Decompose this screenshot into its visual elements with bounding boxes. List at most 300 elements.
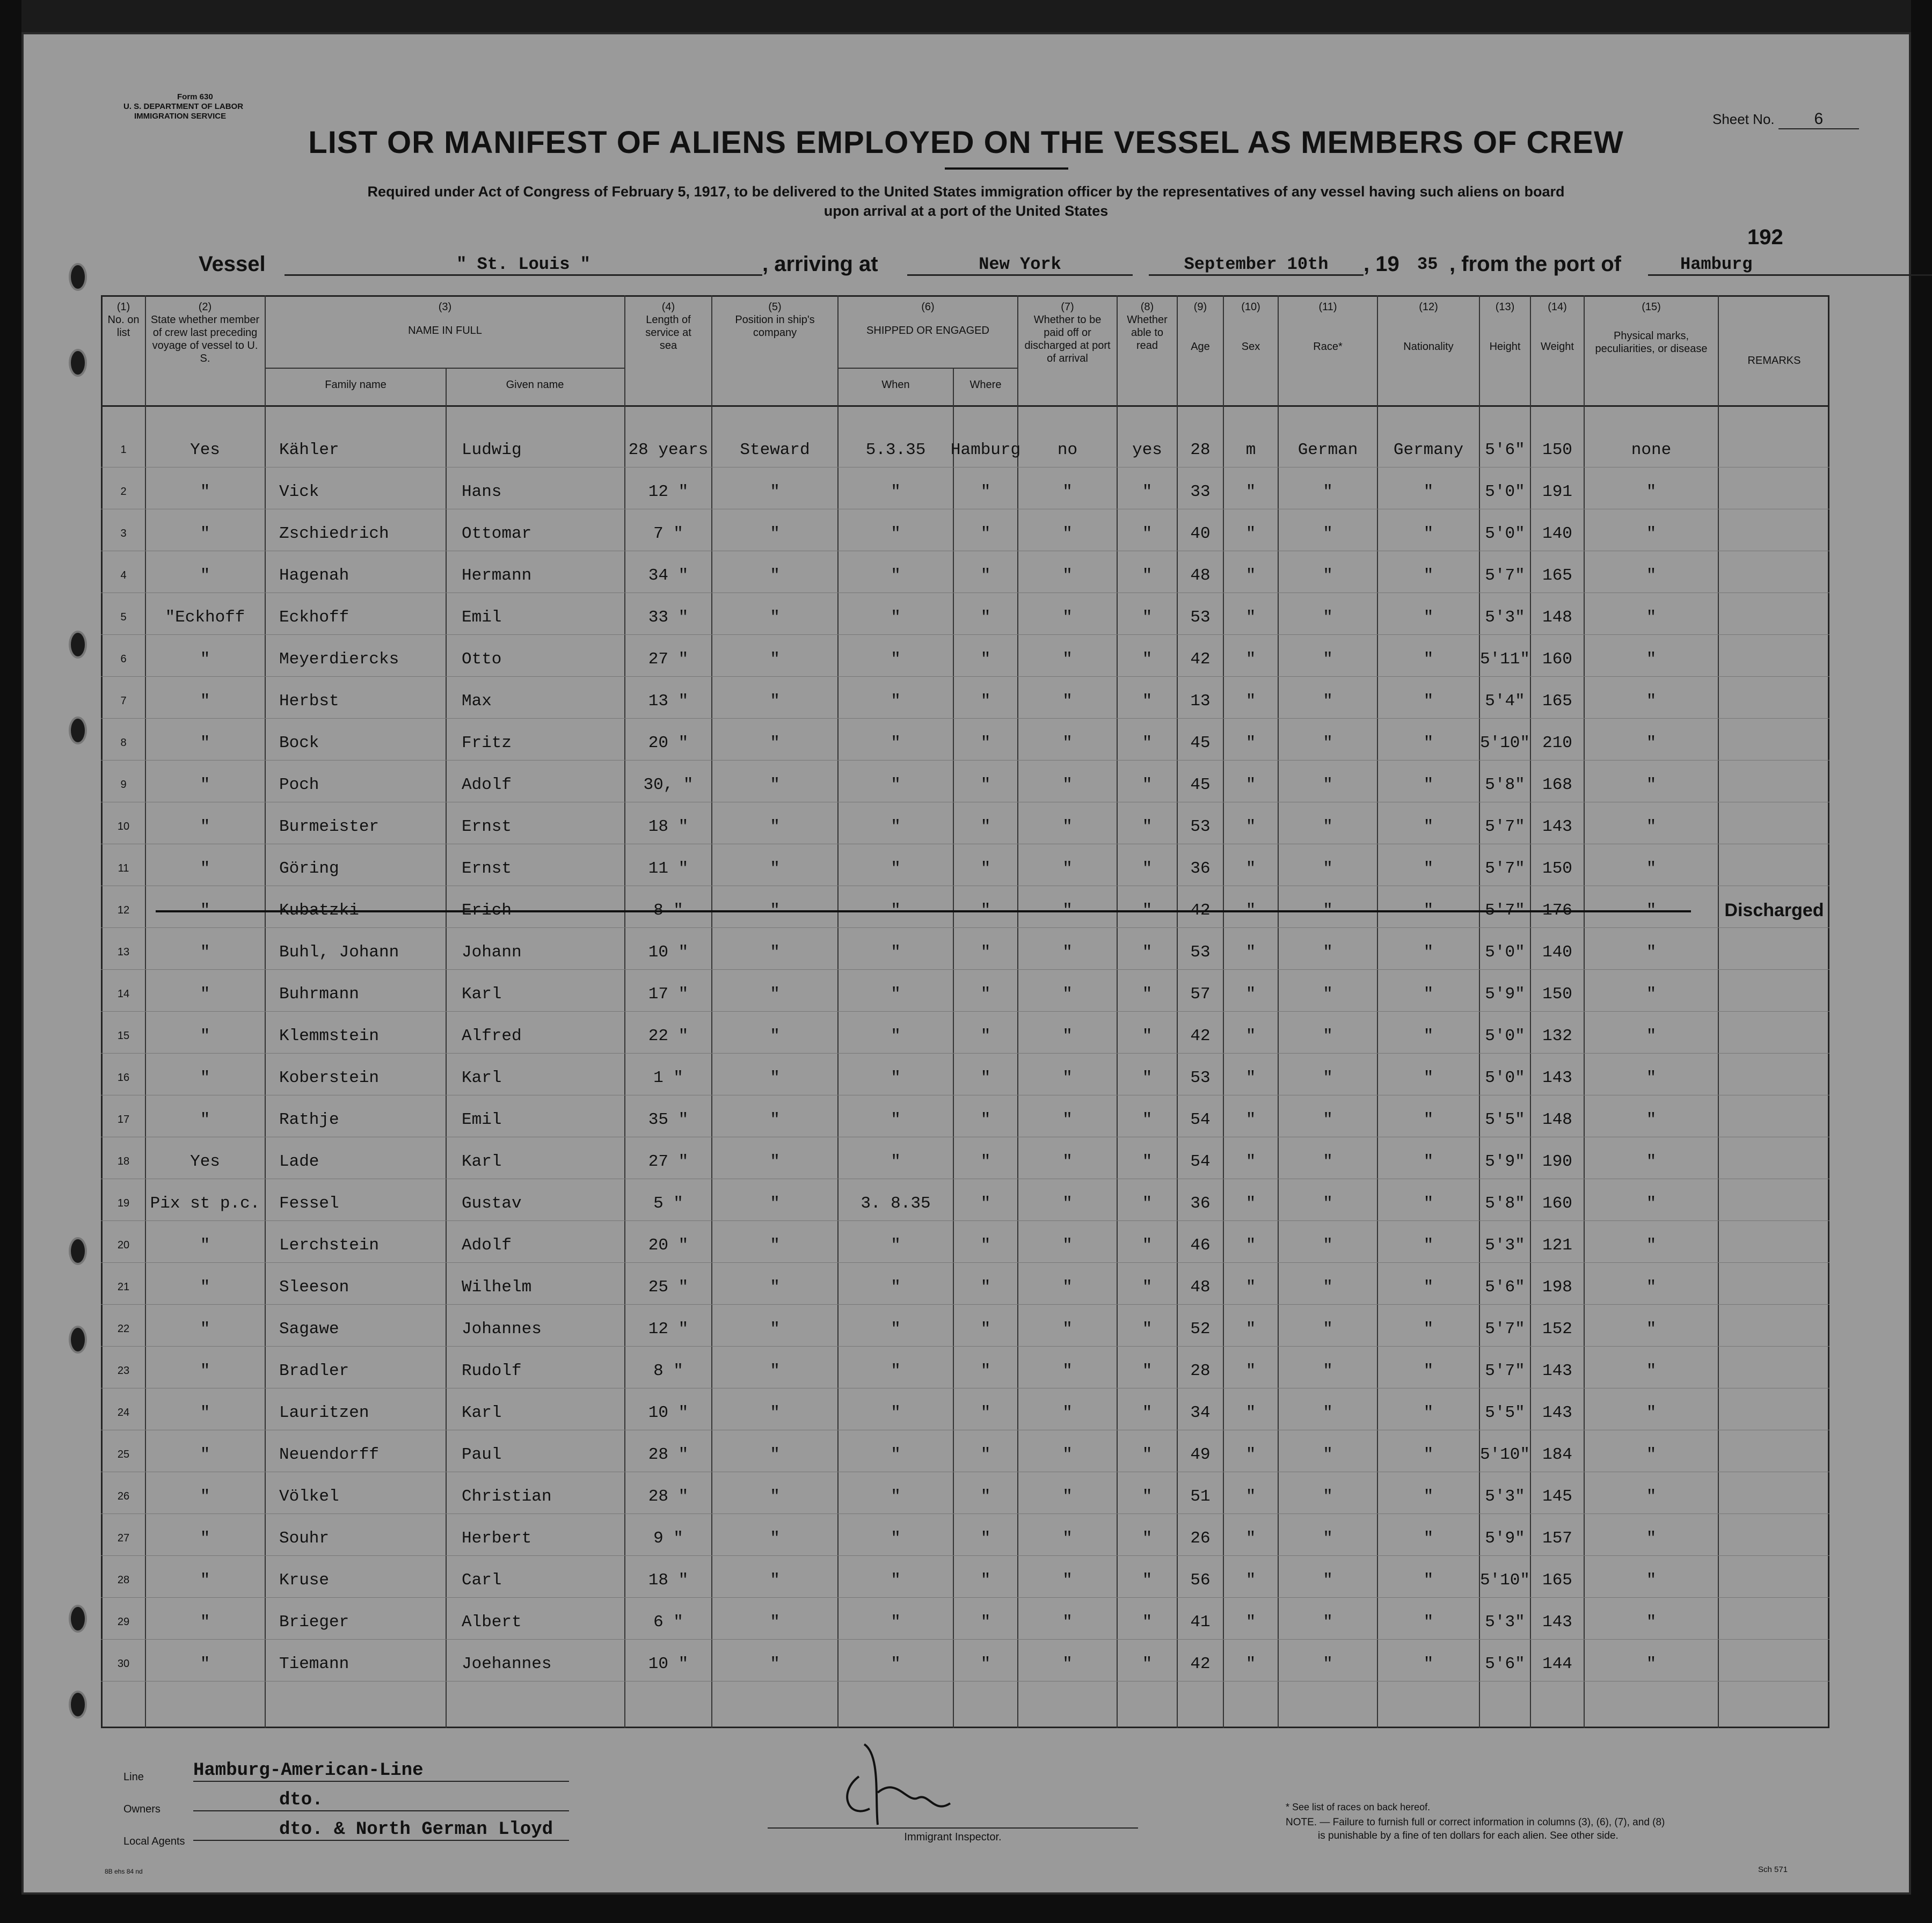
cell-nationality: "	[1423, 1570, 1434, 1590]
cell-nationality: "	[1423, 566, 1434, 585]
cell-where: "	[980, 566, 991, 585]
cell-read: "	[1142, 1110, 1153, 1129]
cell-service: 18 "	[648, 817, 689, 836]
table-row	[0, 764, 1932, 805]
cell-remarks	[1719, 1099, 1829, 1140]
cell-sex: "	[1245, 482, 1256, 501]
cell-marks: "	[1646, 1445, 1657, 1464]
cell-prev: "	[200, 1110, 210, 1129]
cell-marks: "	[1646, 1277, 1657, 1297]
header-col-1	[102, 301, 145, 339]
cell-family: Fessel	[279, 1194, 339, 1213]
cell-remarks	[1719, 722, 1829, 763]
cell-weight: 165	[1542, 1570, 1572, 1590]
cell-sex: "	[1245, 1194, 1256, 1213]
cell-read: "	[1142, 524, 1153, 543]
cell-no: 11	[118, 862, 129, 874]
table-row	[0, 806, 1932, 847]
cell-given: Johann	[462, 942, 522, 962]
cell-marks: "	[1646, 901, 1657, 920]
cell-family: Lauritzen	[279, 1403, 369, 1422]
cell-where: "	[980, 859, 991, 878]
cell-given: Erich	[462, 901, 512, 920]
cell-position: "	[770, 1194, 780, 1213]
cell-position: "	[770, 817, 780, 836]
cell-race: "	[1323, 1319, 1333, 1339]
cell-remarks	[1719, 974, 1829, 1014]
table-row	[0, 1057, 1932, 1098]
col-number: (12)	[1419, 301, 1438, 313]
cell-prev: "Eckhoff	[165, 608, 245, 627]
cell-given: Karl	[462, 984, 502, 1004]
cell-prev: "	[200, 1445, 210, 1464]
cell-marks: "	[1646, 1152, 1657, 1171]
cell-height: 5'6"	[1485, 440, 1525, 459]
table-row	[0, 1225, 1932, 1266]
cell-service: 5 "	[653, 1194, 683, 1213]
table-row	[0, 932, 1932, 973]
cell-remarks	[1719, 764, 1829, 805]
cell-position: "	[770, 859, 780, 878]
cell-nationality: Germany	[1393, 440, 1464, 459]
cell-weight: 152	[1542, 1319, 1572, 1339]
cell-read: "	[1142, 1445, 1153, 1464]
cell-position: "	[770, 1277, 780, 1297]
table-row	[0, 1476, 1932, 1517]
header-col-4	[625, 301, 711, 352]
cell-where: "	[980, 1361, 991, 1380]
cell-race: "	[1323, 1529, 1333, 1548]
header-col-6	[839, 301, 1017, 337]
cell-position: "	[770, 901, 780, 920]
cell-service: 33 "	[648, 608, 689, 627]
cell-position: "	[770, 608, 780, 627]
cell-remarks	[1719, 429, 1829, 470]
cell-paid: no	[1057, 440, 1078, 459]
cell-marks: "	[1646, 1403, 1657, 1422]
cell-read: "	[1142, 733, 1153, 752]
cell-prev: "	[200, 733, 210, 752]
cell-read: "	[1142, 1403, 1153, 1422]
col-label: Age	[1191, 341, 1210, 353]
cell-family: Herbst	[279, 691, 339, 711]
vessel-line	[199, 252, 1788, 284]
cell-weight: 148	[1542, 608, 1572, 627]
cell-race: "	[1323, 691, 1333, 711]
cell-position: "	[770, 1529, 780, 1548]
cell-when: "	[891, 942, 901, 962]
cell-where: "	[980, 482, 991, 501]
cell-read: "	[1142, 1654, 1153, 1673]
cell-sex: "	[1245, 817, 1256, 836]
cell-height: 5'3"	[1485, 1487, 1525, 1506]
cell-weight: 143	[1542, 1612, 1572, 1632]
cell-where: "	[980, 608, 991, 627]
cell-read: "	[1142, 1319, 1153, 1339]
cell-age: 57	[1190, 984, 1211, 1004]
cell-prev: "	[200, 1319, 210, 1339]
cell-remarks: Discharged	[1724, 900, 1824, 920]
cell-paid: "	[1062, 1529, 1073, 1548]
cell-age: 54	[1190, 1110, 1211, 1129]
cell-paid: "	[1062, 649, 1073, 669]
year-value: 35	[1417, 254, 1438, 274]
cell-position: "	[770, 1152, 780, 1171]
cell-prev: "	[200, 901, 210, 920]
cell-paid: "	[1062, 942, 1073, 962]
cell-position: "	[770, 1612, 780, 1632]
cell-given: Karl	[462, 1068, 502, 1087]
header-col-15	[1585, 301, 1718, 355]
gpo-code: 8B ehs 84 nd	[105, 1868, 143, 1875]
cell-remarks	[1719, 1225, 1829, 1266]
cell-weight: 150	[1542, 984, 1572, 1004]
cell-weight: 121	[1542, 1235, 1572, 1255]
cell-prev: "	[200, 482, 210, 501]
cell-sex: "	[1245, 942, 1256, 962]
cell-remarks	[1719, 639, 1829, 679]
cell-height: 5'6"	[1485, 1654, 1525, 1673]
cell-age: 13	[1190, 691, 1211, 711]
cell-age: 56	[1190, 1570, 1211, 1590]
cell-no: 2	[120, 485, 127, 498]
cell-prev: Yes	[190, 1152, 220, 1171]
cell-given: Adolf	[462, 1235, 512, 1255]
cell-age: 45	[1190, 733, 1211, 752]
cell-family: Lade	[279, 1152, 319, 1171]
header-col-14	[1531, 301, 1584, 353]
cell-no: 5	[120, 611, 127, 623]
cell-family: Tiemann	[279, 1654, 349, 1673]
cell-where: "	[980, 1570, 991, 1590]
cell-position: "	[770, 942, 780, 962]
cell-read: "	[1142, 608, 1153, 627]
cell-paid: "	[1062, 1110, 1073, 1129]
cell-race: "	[1323, 817, 1333, 836]
table-row	[0, 1183, 1932, 1224]
cell-height: 5'3"	[1485, 608, 1525, 627]
cell-height: 5'0"	[1485, 942, 1525, 962]
cell-remarks	[1719, 471, 1829, 512]
cell-where: Hamburg	[950, 440, 1021, 459]
vessel-name: " St. Louis "	[285, 254, 762, 276]
cell-age: 53	[1190, 608, 1211, 627]
cell-paid: "	[1062, 1445, 1073, 1464]
cell-sex: "	[1245, 1612, 1256, 1632]
cell-nationality: "	[1423, 1529, 1434, 1548]
col-number: (13)	[1495, 301, 1515, 313]
cell-age: 42	[1190, 901, 1211, 920]
header-col-7	[1018, 301, 1117, 365]
header-col-8	[1118, 301, 1177, 352]
cell-prev: "	[200, 1277, 210, 1297]
col-number: (8)	[1140, 301, 1154, 313]
cell-remarks	[1719, 1476, 1829, 1517]
penalty-note-2: is punishable by a fine of ten dollars for each alien. See other side.	[1318, 1830, 1618, 1841]
cell-when: "	[891, 1277, 901, 1297]
cell-height: 5'7"	[1485, 817, 1525, 836]
cell-sex: "	[1245, 1235, 1256, 1255]
cell-when: "	[891, 1361, 901, 1380]
cell-when: "	[891, 1570, 901, 1590]
cell-sex: "	[1245, 566, 1256, 585]
table-row	[0, 1099, 1932, 1140]
cell-marks: "	[1646, 566, 1657, 585]
cell-height: 5'0"	[1485, 1026, 1525, 1045]
cell-family: Kubatzki	[279, 901, 359, 920]
cell-height: 5'7"	[1485, 859, 1525, 878]
header-remarks: REMARKS	[1747, 355, 1801, 367]
cell-when: "	[891, 775, 901, 794]
cell-prev: "	[200, 691, 210, 711]
cell-family: Lerchstein	[279, 1235, 380, 1255]
cell-given: Wilhelm	[462, 1277, 532, 1297]
cell-given: Karl	[462, 1403, 502, 1422]
cell-where: "	[980, 1487, 991, 1506]
cell-prev: "	[200, 524, 210, 543]
cell-position: "	[770, 482, 780, 501]
cell-given: Fritz	[462, 733, 512, 752]
cell-where: "	[980, 1235, 991, 1255]
cell-marks: "	[1646, 1612, 1657, 1632]
cell-prev: "	[200, 1068, 210, 1087]
cell-when: "	[891, 1403, 901, 1422]
cell-sex: "	[1245, 1403, 1256, 1422]
cell-position: "	[770, 1654, 780, 1673]
col-label: SHIPPED OR ENGAGED	[866, 325, 989, 337]
cell-where: "	[980, 1277, 991, 1297]
cell-where: "	[980, 1068, 991, 1087]
cell-paid: "	[1062, 775, 1073, 794]
cell-age: 46	[1190, 1235, 1211, 1255]
form-number: Form 630	[177, 92, 213, 101]
cell-service: 13 "	[648, 691, 689, 711]
cell-service: 12 "	[648, 482, 689, 501]
cell-when: "	[891, 817, 901, 836]
cell-nationality: "	[1423, 1361, 1434, 1380]
cell-position: Steward	[740, 440, 810, 459]
cell-height: 5'9"	[1485, 1529, 1525, 1548]
cell-prev: "	[200, 775, 210, 794]
cell-race: "	[1323, 859, 1333, 878]
cell-service: 27 "	[648, 1152, 689, 1171]
cell-read: "	[1142, 1361, 1153, 1380]
cell-service: 8 "	[653, 901, 683, 920]
header-col-9	[1178, 301, 1223, 353]
cell-paid: "	[1062, 566, 1073, 585]
cell-read: "	[1142, 942, 1153, 962]
cell-no: 30	[117, 1657, 130, 1670]
cell-race: "	[1323, 1277, 1333, 1297]
cell-weight: 145	[1542, 1487, 1572, 1506]
cell-no: 1	[120, 443, 127, 456]
cell-age: 53	[1190, 817, 1211, 836]
cell-no: 27	[117, 1532, 130, 1544]
cell-where: "	[980, 1026, 991, 1045]
col-label: Race*	[1313, 341, 1343, 353]
cell-weight: 160	[1542, 1194, 1572, 1213]
cell-family: Eckhoff	[279, 608, 349, 627]
col-label: Whether to be paid off or discharged at port of arrival	[1024, 314, 1111, 364]
cell-position: "	[770, 1487, 780, 1506]
cell-weight: 157	[1542, 1529, 1572, 1548]
cell-race: "	[1323, 942, 1333, 962]
table-row	[0, 597, 1932, 638]
subtitle-line-1: Required under Act of Congress of February 5, 1917, to be delivered to the United States immigration officer by the representatives of any vessel having such aliens on board	[367, 184, 1565, 200]
cell-read: "	[1142, 1277, 1153, 1297]
cell-nationality: "	[1423, 524, 1434, 543]
cell-given: Ludwig	[462, 440, 522, 459]
cell-remarks	[1719, 932, 1829, 973]
col-number: (7)	[1061, 301, 1074, 313]
cell-when: "	[891, 1152, 901, 1171]
cell-given: Albert	[462, 1612, 522, 1632]
cell-paid: "	[1062, 1612, 1073, 1632]
cell-given: Hermann	[462, 566, 532, 585]
cell-paid: "	[1062, 1403, 1073, 1422]
cell-marks: "	[1646, 942, 1657, 962]
cell-age: 53	[1190, 942, 1211, 962]
cell-remarks	[1719, 1350, 1829, 1391]
cell-remarks	[1719, 1392, 1829, 1433]
cell-weight: 198	[1542, 1277, 1572, 1297]
cell-position: "	[770, 984, 780, 1004]
cell-height: 5'5"	[1485, 1110, 1525, 1129]
cell-sex: "	[1245, 1319, 1256, 1339]
cell-read: "	[1142, 1235, 1153, 1255]
table-row	[0, 974, 1932, 1014]
race-note: * See list of races on back hereof.	[1286, 1802, 1431, 1812]
cell-marks: "	[1646, 608, 1657, 627]
cell-family: Meyerdiercks	[279, 649, 399, 669]
cell-service: 25 "	[648, 1277, 689, 1297]
cell-paid: "	[1062, 1026, 1073, 1045]
col-number: (9)	[1193, 301, 1207, 313]
footer-owners-field	[123, 1790, 607, 1817]
col-label: Length of service at sea	[645, 314, 691, 352]
cell-family: Kähler	[279, 440, 339, 459]
cell-service: 1 "	[653, 1068, 683, 1087]
cell-no: 10	[117, 820, 130, 832]
table-row	[0, 1015, 1932, 1056]
cell-paid: "	[1062, 817, 1073, 836]
cell-read: "	[1142, 566, 1153, 585]
cell-position: "	[770, 1068, 780, 1087]
cell-age: 52	[1190, 1319, 1211, 1339]
cell-no: 23	[117, 1364, 130, 1377]
cell-sex: "	[1245, 733, 1256, 752]
cell-weight: 140	[1542, 524, 1572, 543]
cell-family: Koberstein	[279, 1068, 380, 1087]
cell-sex: "	[1245, 524, 1256, 543]
cell-prev: "	[200, 566, 210, 585]
cell-read: "	[1142, 1194, 1153, 1213]
cell-weight: 190	[1542, 1152, 1572, 1171]
cell-height: 5'6"	[1485, 1277, 1525, 1297]
col-label: NAME IN FULL	[408, 325, 482, 337]
year-label: , 19	[1364, 252, 1399, 276]
cell-where: "	[980, 901, 991, 920]
sheet-number-label: Sheet No.	[1712, 111, 1775, 127]
cell-read: "	[1142, 775, 1153, 794]
cell-service: 7 "	[653, 524, 683, 543]
col-label: No. on list	[107, 314, 140, 339]
cell-when: "	[891, 1529, 901, 1548]
cell-sex: "	[1245, 1068, 1256, 1087]
cell-weight: 150	[1542, 859, 1572, 878]
cell-given: Ernst	[462, 817, 512, 836]
cell-age: 42	[1190, 649, 1211, 669]
col-label: Nationality	[1403, 341, 1454, 353]
header-col-2	[146, 301, 264, 365]
cell-no: 6	[120, 653, 127, 665]
strikethrough-line	[156, 910, 1691, 912]
cell-when: "	[891, 1110, 901, 1129]
cell-remarks	[1719, 555, 1829, 596]
cell-prev: Pix st p.c.	[150, 1194, 260, 1213]
cell-where: "	[980, 1194, 991, 1213]
cell-given: Christian	[462, 1487, 552, 1506]
footer-line-field	[123, 1760, 607, 1787]
cell-race: German	[1297, 440, 1358, 459]
cell-given: Johannes	[462, 1319, 542, 1339]
table-row	[0, 1560, 1932, 1600]
cell-prev: "	[200, 859, 210, 878]
sheet-number-value: 6	[1778, 110, 1859, 129]
line-value: Hamburg-American-Line	[193, 1760, 569, 1782]
vessel-label: Vessel	[199, 252, 266, 276]
cell-remarks	[1719, 1434, 1829, 1475]
cell-position: "	[770, 649, 780, 669]
from-port-label: , from the port of	[1449, 252, 1621, 276]
cell-position: "	[770, 1361, 780, 1380]
col-number: (15)	[1642, 301, 1661, 313]
cell-remarks	[1719, 1183, 1829, 1224]
cell-marks: "	[1646, 1654, 1657, 1673]
cell-when: 5.3.35	[865, 440, 926, 459]
table-row	[0, 1141, 1932, 1182]
cell-marks: "	[1646, 524, 1657, 543]
cell-marks: "	[1646, 733, 1657, 752]
cell-read: "	[1142, 984, 1153, 1004]
cell-family: Neuendorff	[279, 1445, 380, 1464]
cell-given: Emil	[462, 1110, 502, 1129]
owners-label: Owners	[123, 1803, 161, 1815]
cell-nationality: "	[1423, 733, 1434, 752]
cell-paid: "	[1062, 1487, 1073, 1506]
col-label: Weight	[1541, 341, 1574, 353]
cell-where: "	[980, 1110, 991, 1129]
cell-height: 5'9"	[1485, 984, 1525, 1004]
cell-prev: "	[200, 942, 210, 962]
cell-age: 36	[1190, 1194, 1211, 1213]
header-col-12	[1378, 301, 1479, 353]
cell-age: 34	[1190, 1403, 1211, 1422]
header-when: When	[881, 379, 910, 391]
cell-position: "	[770, 1235, 780, 1255]
cell-where: "	[980, 775, 991, 794]
cell-prev: "	[200, 1361, 210, 1380]
cell-age: 45	[1190, 775, 1211, 794]
cell-sex: "	[1245, 1026, 1256, 1045]
cell-service: 30, "	[643, 775, 694, 794]
cell-nationality: "	[1423, 649, 1434, 669]
cell-no: 14	[117, 988, 130, 1000]
cell-family: Göring	[279, 859, 339, 878]
cell-nationality: "	[1423, 1445, 1434, 1464]
cell-height: 5'0"	[1485, 482, 1525, 501]
cell-race: "	[1323, 1110, 1333, 1129]
